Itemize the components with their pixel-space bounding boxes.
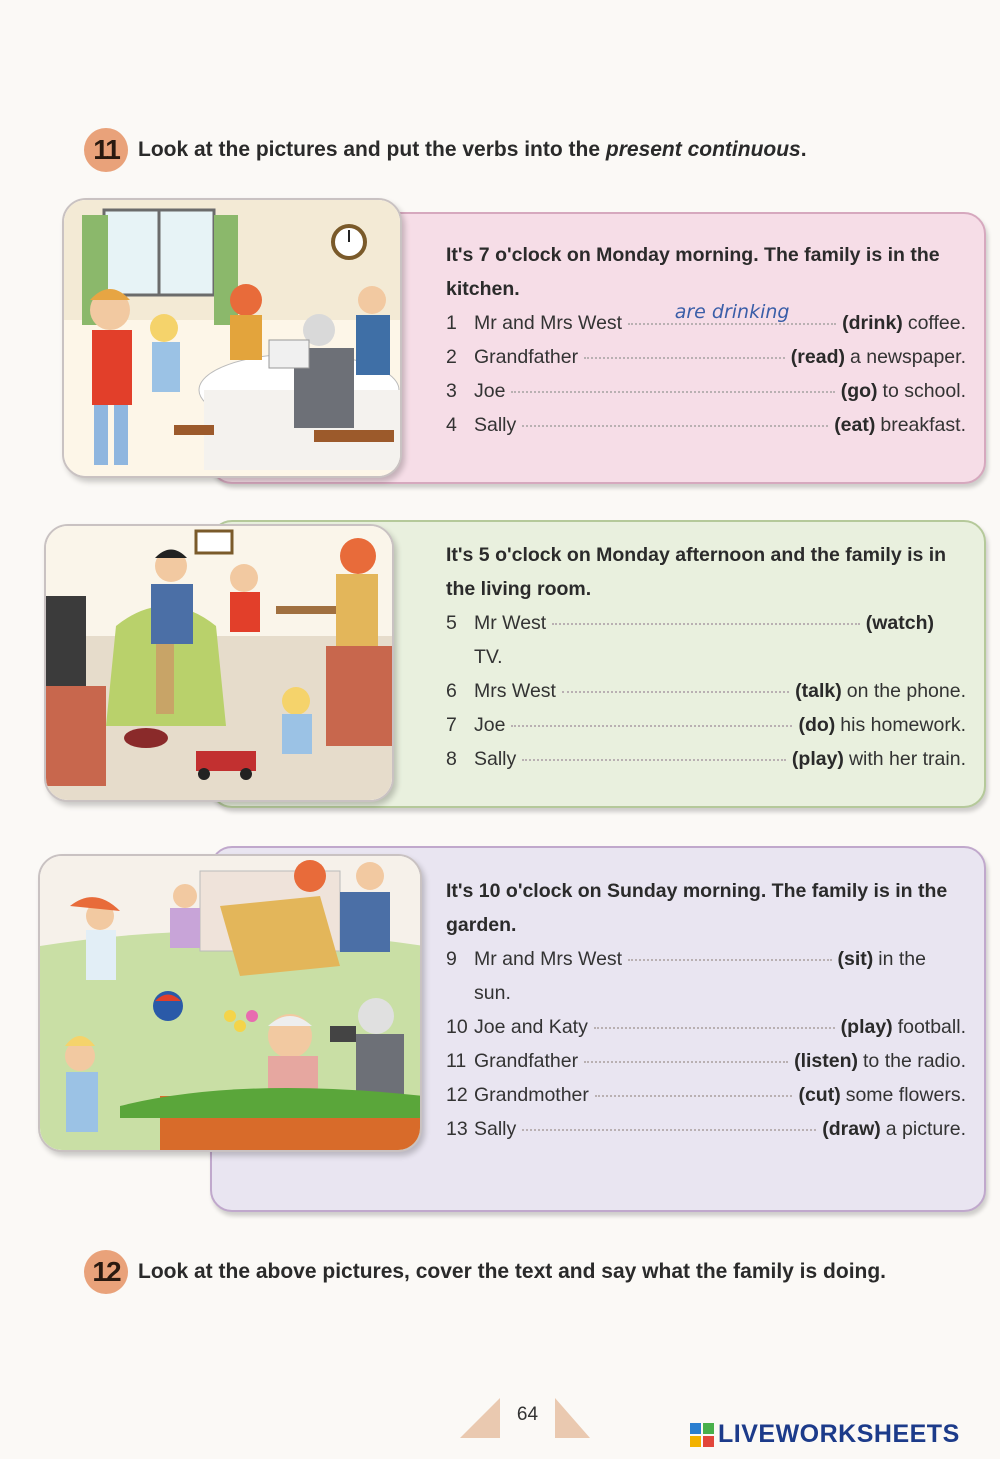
section-intro: It's 10 o'clock on Sunday morning. The family is in the garden.	[446, 880, 948, 936]
exercise-item-9-continued: sun.	[474, 982, 511, 1004]
section-text	[446, 874, 966, 1146]
living-room-illustration	[44, 524, 394, 802]
answer-input-11[interactable]	[584, 1037, 788, 1063]
exercise-item-6: 6 Mrs West (talk) on the phone.	[446, 674, 966, 708]
exercise-item-5-continued: TV.	[474, 646, 503, 668]
exercise-item-3: 3 Joe (go) to school.	[446, 374, 966, 408]
answer-input-5[interactable]	[552, 599, 860, 625]
answer-gap	[584, 339, 785, 359]
exercise-item-10: 10 Joe and Katy (play) football.	[446, 1010, 966, 1044]
exercise-12-heading	[84, 1250, 886, 1294]
answer-input-7[interactable]	[511, 701, 792, 727]
exercise-item-2: 2 Grandfather (read) a newspaper.	[446, 340, 966, 374]
kitchen-scene-image	[64, 200, 402, 478]
answer-gap	[594, 1009, 835, 1029]
exercise-item-9: 9 Mr and Mrs West (sit) in the	[446, 942, 966, 976]
answer-gap	[511, 373, 834, 393]
section-intro: It's 5 o'clock on Monday afternoon and the family is in the living room.	[446, 544, 947, 600]
answer-input-10[interactable]	[594, 1003, 835, 1029]
answer-input-2[interactable]	[584, 333, 785, 359]
exercise-number-badge: 11	[84, 128, 128, 172]
answer-input-8[interactable]	[522, 735, 786, 761]
answer-gap	[595, 1077, 793, 1097]
exercise-item-8: 8 Sally (play) with her train.	[446, 742, 966, 776]
answer-gap	[522, 1111, 816, 1131]
liveworksheets-brand	[690, 1420, 960, 1449]
exercise-11-heading	[84, 128, 807, 172]
living-room-scene-image	[46, 526, 394, 802]
answer-input-6[interactable]	[562, 667, 789, 693]
page-number: 64	[516, 1404, 539, 1425]
garden-scene-image	[40, 856, 422, 1152]
exercise-item-11: 11 Grandfather (listen) to the radio.	[446, 1044, 966, 1078]
answer-gap	[522, 407, 828, 427]
answer-input-12[interactable]	[595, 1071, 793, 1097]
exercise-instruction: Look at the pictures and put the verbs into the present continuous.	[138, 138, 807, 161]
exercise-instruction: Look at the above pictures, cover the text and say what the family is doing.	[138, 1260, 887, 1283]
answer-gap	[552, 605, 860, 625]
exercise-item-5: 5 Mr West (watch)	[446, 606, 966, 640]
answer-gap	[511, 707, 792, 727]
exercise-item-12: 12 Grandmother (cut) some flowers.	[446, 1078, 966, 1112]
exercise-item-4: 4 Sally (eat) breakfast.	[446, 408, 966, 442]
answer-input-13[interactable]	[522, 1105, 816, 1131]
garden-illustration	[38, 854, 422, 1152]
kitchen-illustration	[62, 198, 402, 478]
liveworksheets-logo-icon	[690, 1423, 714, 1447]
answer-gap	[562, 673, 789, 693]
answer-input-3[interactable]	[511, 367, 834, 393]
answer-gap	[628, 305, 836, 325]
exercise-number-badge: 12	[84, 1250, 128, 1294]
section-intro: It's 7 o'clock on Monday morning. The family is in the kitchen.	[446, 244, 940, 300]
brand-name: LIVEWORKSHEETS	[718, 1420, 960, 1448]
answer-gap	[522, 741, 786, 761]
exercise-item-13: 13 Sally (draw) a picture.	[446, 1112, 966, 1146]
answer-input-9[interactable]	[628, 935, 831, 961]
exercise-item-1: 1 Mr and Mrs West are drinking (drink) coffee.	[446, 306, 966, 340]
section-text	[446, 538, 966, 776]
answer-input-1[interactable]	[628, 299, 836, 325]
answer-gap	[628, 941, 831, 961]
answer-input-4[interactable]	[522, 401, 828, 427]
section-text	[446, 238, 966, 442]
answer-gap	[584, 1043, 788, 1063]
exercise-item-7: 7 Joe (do) his homework.	[446, 708, 966, 742]
page-number-tab	[460, 1392, 590, 1438]
